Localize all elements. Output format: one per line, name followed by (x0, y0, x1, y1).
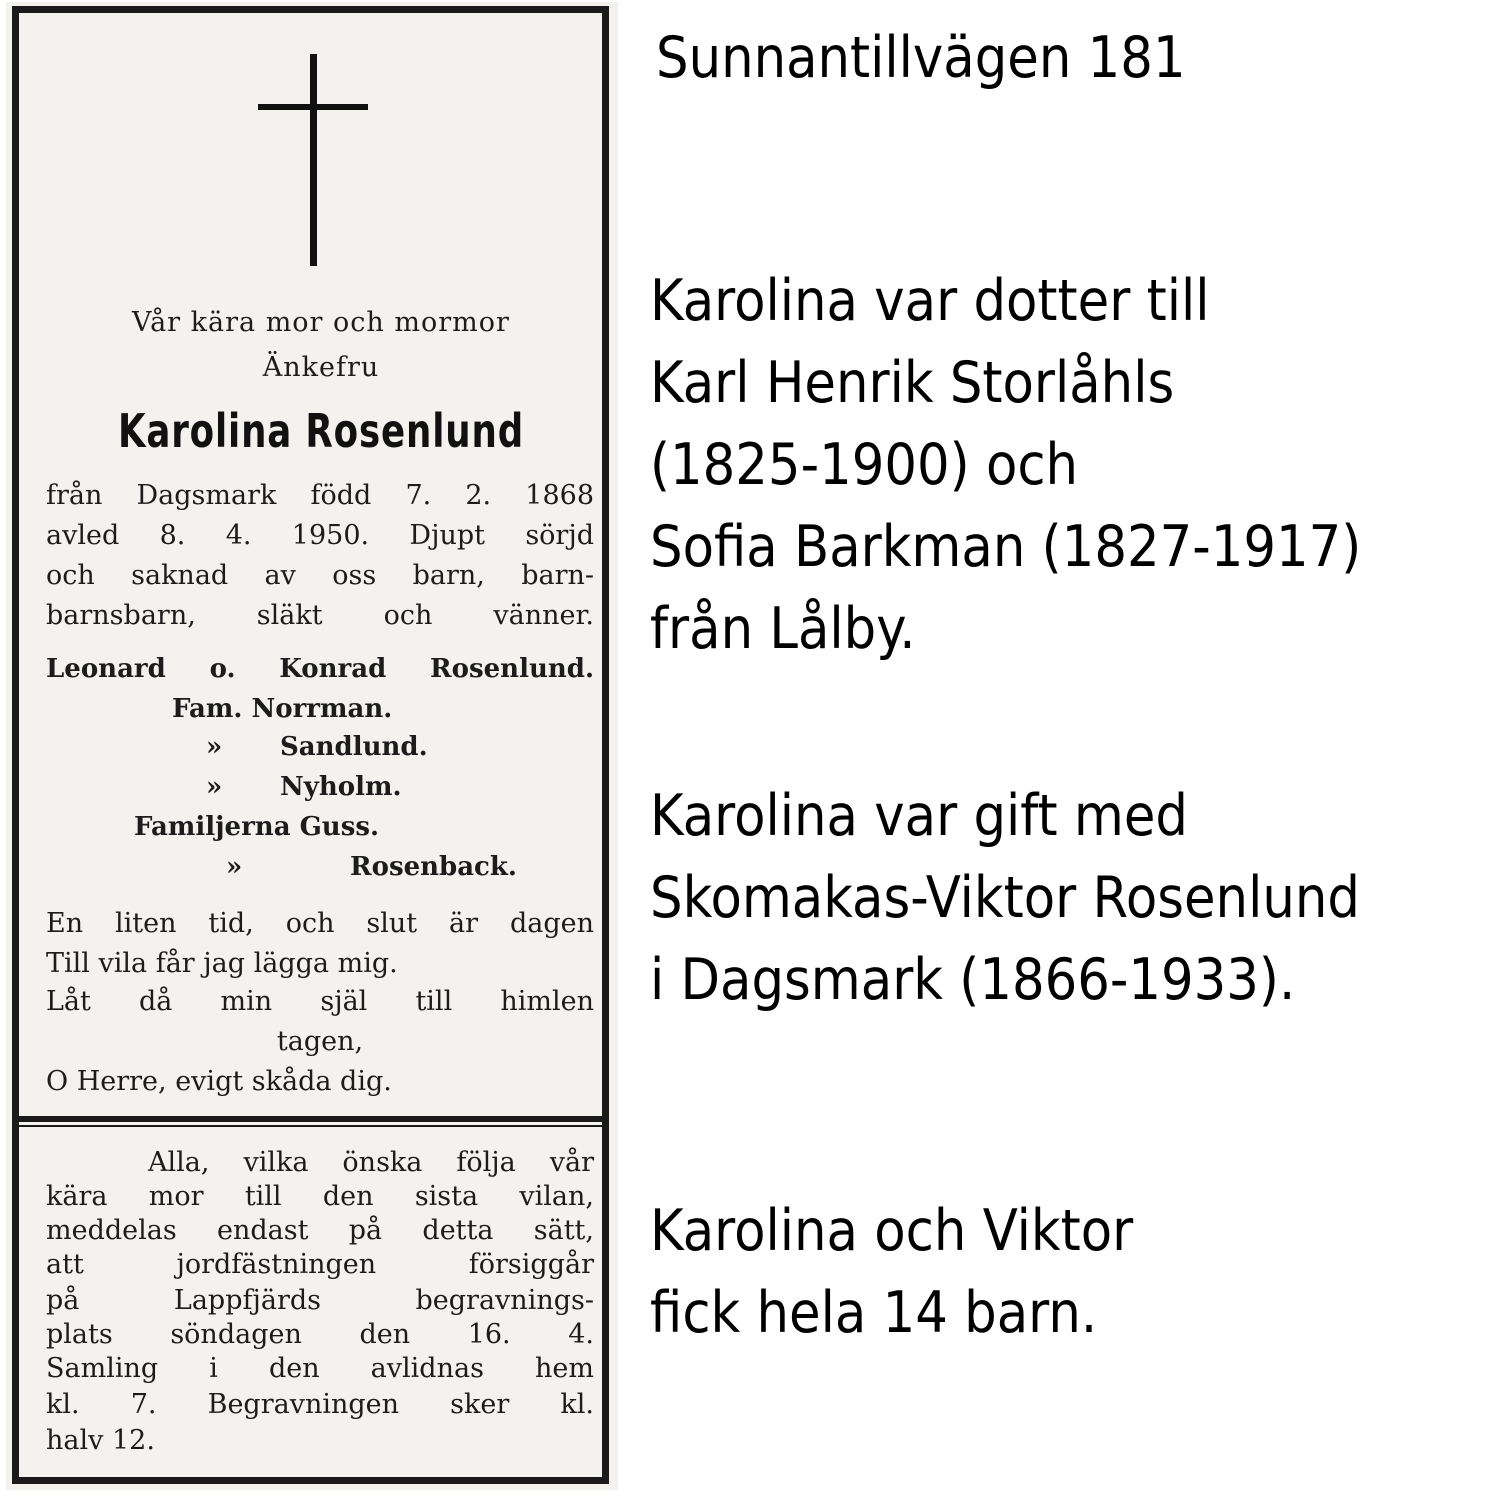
note-line: i Dagsmark (1866-1933). (650, 947, 1296, 1013)
bio-line: barnsbarn, släkt och vänner. (46, 600, 594, 631)
verse-line: En liten tid, och slut är dagen (46, 908, 594, 939)
funeral-notice-line: kära mor till den sista vilan, (46, 1181, 594, 1212)
verse-line: Låt då min själ till himlen (46, 986, 594, 1017)
funeral-notice-line: på Lappfjärds begravnings- (46, 1285, 594, 1316)
border-bottom (12, 1477, 609, 1484)
note-line: Karolina och Viktor (650, 1198, 1134, 1264)
funeral-notice-line: kl. 7. Begravningen sker kl. (46, 1389, 594, 1420)
deceased-name: Karolina Rosenlund (117, 404, 525, 458)
section-divider (12, 1116, 609, 1122)
cross-icon (258, 54, 368, 266)
note-line: Skomakas-Viktor Rosenlund (650, 865, 1360, 931)
ditto-mark: » (226, 852, 243, 882)
note-line: Sofia Barkman (1827-1917) (650, 514, 1362, 580)
border-right (602, 6, 609, 1484)
funeral-notice-line: halv 12. (46, 1425, 155, 1456)
border-top (16, 6, 606, 13)
funeral-notice-line: plats söndagen den 16. 4. (46, 1319, 594, 1350)
children-note (650, 1190, 1133, 1354)
funeral-notice-line: Samling i den avlidnas hem (46, 1353, 594, 1384)
funeral-notice-line: att jordfästningen försiggår (46, 1249, 594, 1280)
verse-line: O Herre, evigt skåda dig. (46, 1066, 392, 1097)
note-line: (1825-1900) och (650, 432, 1079, 498)
parents-note (650, 260, 1361, 670)
bio-line: från Dagsmark född 7. 2. 1868 (46, 480, 594, 511)
bio-line: och saknad av oss barn, barn- (46, 560, 594, 591)
obituary-clipping (6, 2, 618, 1490)
mourner-line: Fam. Norrman. (172, 694, 393, 724)
note-line: fick hela 14 barn. (650, 1280, 1098, 1346)
funeral-notice-line: meddelas endast på detta sätt, (46, 1215, 594, 1246)
mourner-line: Sandlund. (280, 732, 428, 762)
bio-line: avled 8. 4. 1950. Djupt sörjd (46, 520, 594, 551)
marriage-note (650, 775, 1360, 1021)
funeral-notice-line: Alla, vilka önska följa vår (46, 1147, 594, 1178)
verse-line: Till vila får jag lägga mig. (46, 948, 398, 979)
obituary-title-widow: Änkefru (262, 352, 380, 383)
section-divider-thin (12, 1125, 609, 1127)
address-heading: Sunnantillvägen 181 (656, 25, 1186, 91)
mourner-line: Leonard o. Konrad Rosenlund. (46, 654, 594, 684)
verse-line: tagen, (276, 1026, 364, 1057)
ditto-mark: » (206, 772, 223, 802)
border-left (12, 6, 19, 1484)
mourner-line: Familjerna Guss. (134, 812, 380, 842)
note-line: Karl Henrik Storlåhls (650, 350, 1175, 416)
note-line: Karolina var dotter till (650, 268, 1210, 334)
mourner-line: Rosenback. (350, 852, 517, 882)
obituary-intro: Vår kära mor och mormor (132, 307, 510, 338)
ditto-mark: » (206, 732, 223, 762)
note-line: från Lålby. (650, 596, 916, 662)
mourner-line: Nyholm. (280, 772, 402, 802)
note-line: Karolina var gift med (650, 783, 1188, 849)
